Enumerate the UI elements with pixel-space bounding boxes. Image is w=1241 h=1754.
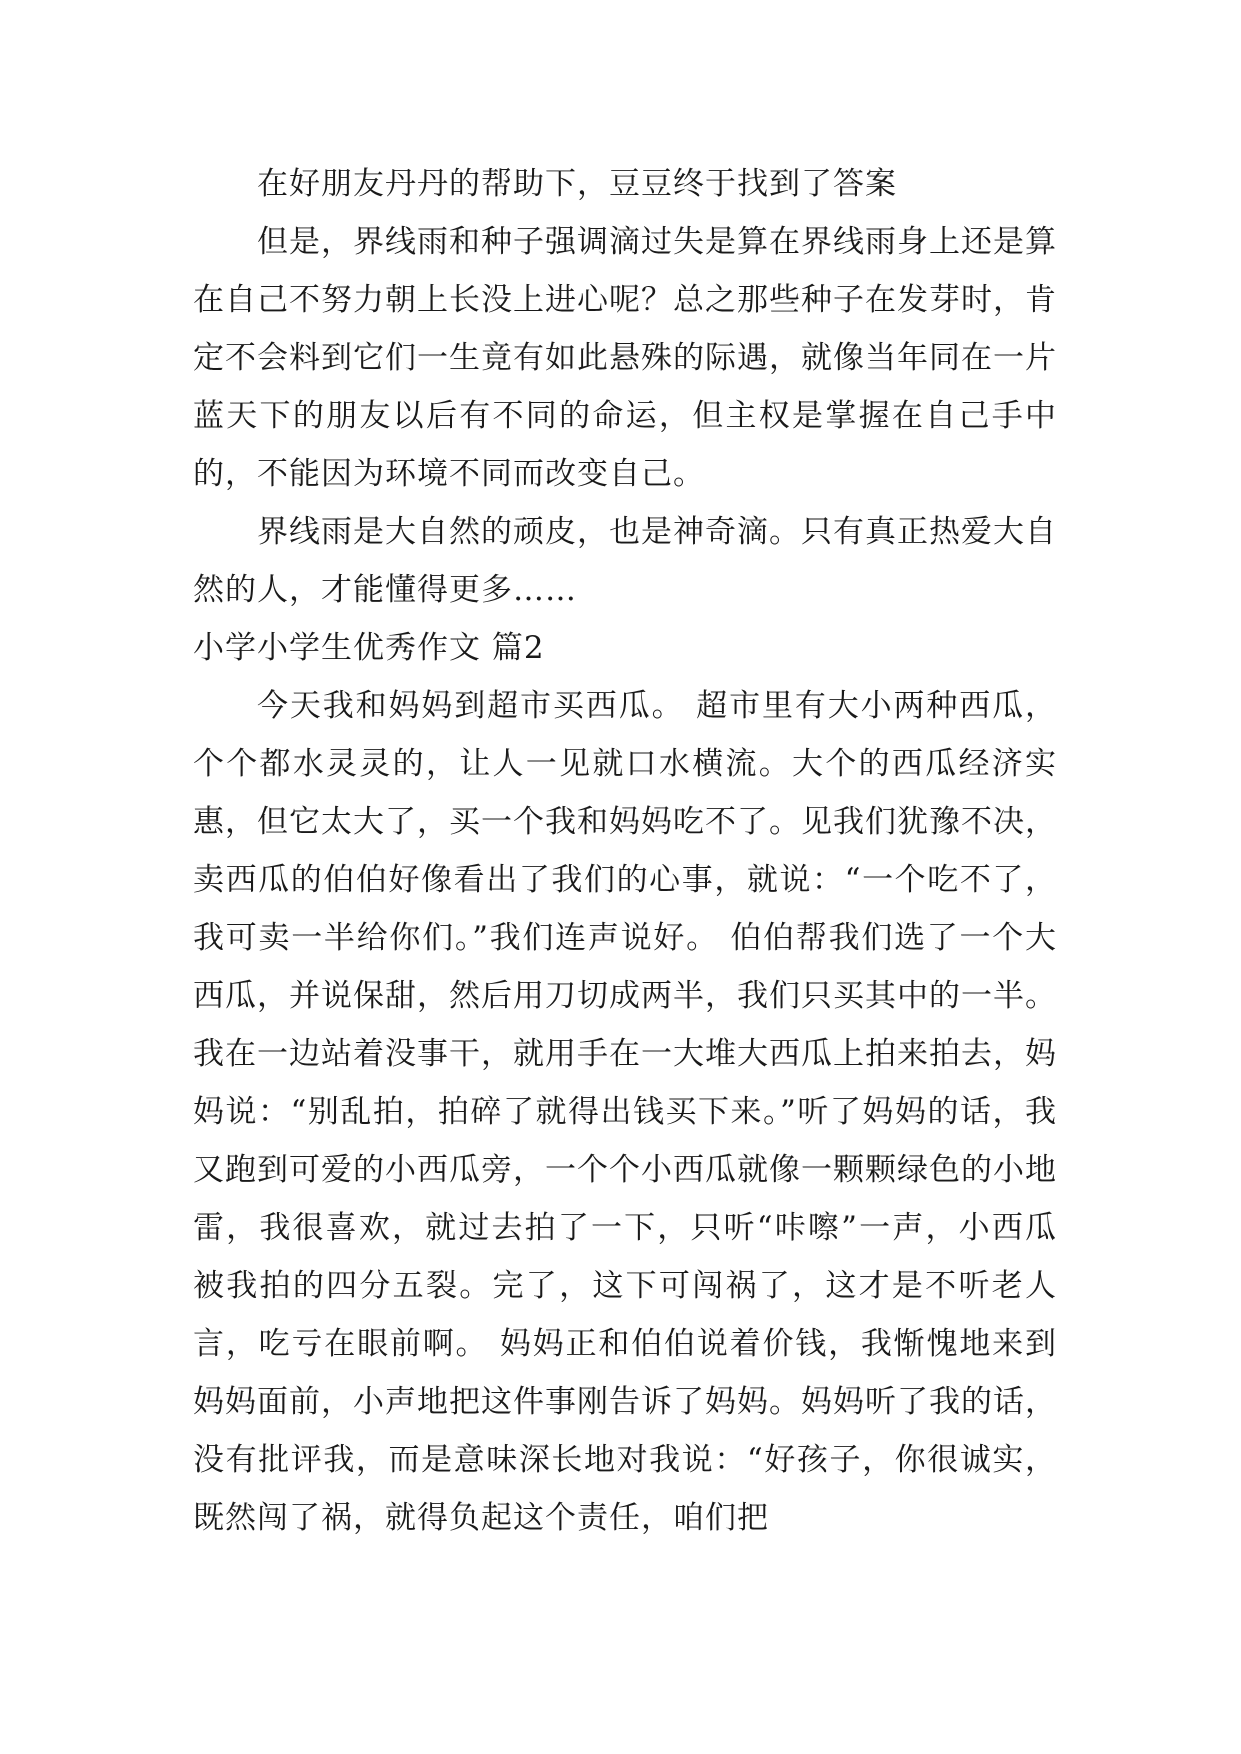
paragraph: 界线雨是大自然的顽皮，也是神奇滴。只有真正热爱大自然的人，才能懂得更多…… <box>193 514 1057 608</box>
document-body <box>193 155 1057 1547</box>
paragraph: 但是，界线雨和种子强调滴过失是算在界线雨身上还是算在自己不努力朝上长没上进心呢？总之那些种子在发芽时，肯定不会料到它们一生竟有如此悬殊的际遇，就像当年同在一片蓝天下的朋友以后有不同的命运，但主权是掌握在自己手中的，不能因为环境不同而改变自己。 <box>193 224 1057 492</box>
section-heading: 小学小学生优秀作文 篇2 <box>193 630 545 666</box>
paragraph: 在好朋友丹丹的帮助下，豆豆终于找到了答案 <box>257 166 897 202</box>
paragraph: 今天我和妈妈到超市买西瓜。 超市里有大小两种西瓜，个个都水灵灵的，让人一见就口水横流。大个的西瓜经济实惠，但它太大了，买一个我和妈妈吃不了。见我们犹豫不决，卖西瓜的伯伯好像看出了我们的心事，就说：“一个吃不了，我可卖一半给你们。”我们连声说好。 伯伯帮我们选了一个大西瓜，并说保甜，然后用刀切成两半，我们只买其中的一半。我在一边站着没事干，就用手在一大堆大西瓜上拍来拍去，妈妈说：“别乱拍，拍碎了就得出钱买下来。”听了妈妈的话，我又跑到可爱的小西瓜旁，一个个小西瓜就像一颗颗绿色的小地雷，我很喜欢，就过去拍了一下，只听“咔嚓”一声，小西瓜被我拍的四分五裂。完了，这下可闯祸了，这才是不听老人言，吃亏在眼前啊。 妈妈正和伯伯说着价钱，我惭愧地来到妈妈面前，小声地把这件事刚告诉了妈妈。妈妈听了我的话，没有批评我，而是意味深长地对我说：“好孩子，你很诚实，既然闯了祸，就得负起这个责任，咱们把 <box>193 688 1057 1536</box>
